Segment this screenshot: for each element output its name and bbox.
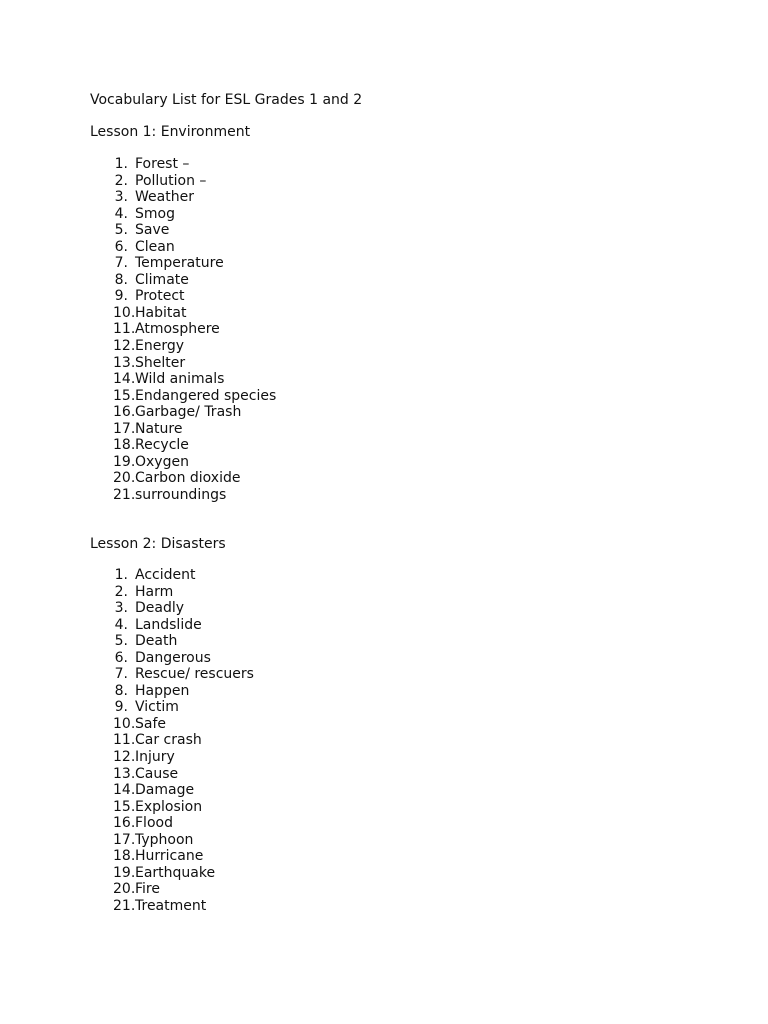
list-item-number: 13. bbox=[113, 765, 136, 782]
list-item-word: Rescue/ rescuers bbox=[135, 666, 254, 683]
list-item-number: 1. bbox=[114, 156, 128, 172]
list-item-word: surroundings bbox=[135, 486, 227, 503]
list-item-number: 16. bbox=[113, 815, 136, 832]
list-item-word: Smog bbox=[135, 205, 175, 222]
list-item-word: Oxygen bbox=[135, 453, 189, 470]
list-item-number: 7. bbox=[114, 255, 128, 272]
list-item-word: Death bbox=[135, 633, 178, 650]
list-item-word: Energy bbox=[135, 338, 185, 355]
list-item-word: Safe bbox=[135, 715, 167, 732]
list-item-word: Save bbox=[135, 222, 170, 239]
list-item-number: 11. bbox=[113, 321, 136, 338]
lesson-2-heading: Lesson 2: Disasters bbox=[90, 536, 226, 552]
list-item-word: Explosion bbox=[135, 798, 203, 815]
list-item-word: Typhoon bbox=[135, 831, 194, 848]
list-item-number: 12. bbox=[113, 338, 136, 355]
list-item-number: 5. bbox=[114, 222, 128, 239]
list-item-word: Deadly bbox=[135, 600, 185, 617]
lesson-1-heading: Lesson 1: Environment bbox=[90, 124, 251, 140]
list-item-number: 4. bbox=[114, 616, 128, 633]
list-item-word: Harm bbox=[135, 583, 174, 600]
list-item-number: 10. bbox=[113, 304, 136, 321]
list-item-number: 5. bbox=[114, 633, 128, 650]
list-item-number: 21. bbox=[113, 486, 136, 503]
list-item-word: Shelter bbox=[135, 354, 186, 371]
list-item-word: Clean bbox=[135, 238, 175, 255]
list-item-number: 14. bbox=[113, 782, 136, 799]
list-item-word: Car crash bbox=[135, 732, 202, 749]
list-item-word: Landslide bbox=[135, 616, 202, 633]
list-item-word: Atmosphere bbox=[135, 321, 220, 338]
list-item-number: 8. bbox=[114, 271, 128, 288]
list-item-number: 20. bbox=[113, 881, 136, 898]
list-item-word: Carbon dioxide bbox=[135, 470, 241, 487]
list-item-number: 1. bbox=[114, 567, 128, 583]
list-item-word: Accident bbox=[135, 567, 196, 583]
list-item-word: Cause bbox=[135, 765, 179, 782]
list-item-word: Dangerous bbox=[135, 649, 211, 666]
list-item-word: Flood bbox=[135, 815, 173, 832]
list-item-number: 17. bbox=[113, 420, 136, 437]
list-item-number: 18. bbox=[113, 848, 136, 865]
list-item-word: Treatment bbox=[135, 897, 207, 914]
list-item-number: 18. bbox=[113, 437, 136, 454]
list-item-word: Temperature bbox=[135, 255, 224, 272]
list-item-word: Protect bbox=[135, 288, 185, 305]
list-item-number: 21. bbox=[113, 897, 136, 914]
list-item-word: Wild animals bbox=[135, 371, 225, 388]
list-item-word: Nature bbox=[135, 420, 183, 437]
list-item-number: 12. bbox=[113, 749, 136, 766]
list-item-number: 4. bbox=[114, 205, 128, 222]
list-item-number: 14. bbox=[113, 371, 136, 388]
list-item-word: Recycle bbox=[135, 437, 189, 454]
list-item-word: Garbage/ Trash bbox=[135, 404, 242, 421]
list-item-number: 8. bbox=[114, 682, 128, 699]
list-item-number: 19. bbox=[113, 453, 136, 470]
list-item-number: 19. bbox=[113, 864, 136, 881]
list-item-number: 20. bbox=[113, 470, 136, 487]
list-item-number: 3. bbox=[114, 189, 128, 206]
list-item-number: 2. bbox=[114, 172, 128, 189]
document-title: Vocabulary List for ESL Grades 1 and 2 bbox=[90, 92, 363, 108]
list-item-word: Earthquake bbox=[135, 864, 216, 881]
list-item-word: Injury bbox=[135, 749, 175, 766]
list-item-word: Habitat bbox=[135, 304, 187, 321]
list-item-number: 3. bbox=[114, 600, 128, 617]
list-item-word: Fire bbox=[135, 881, 160, 898]
list-item-word: Endangered species bbox=[135, 387, 277, 404]
list-item-number: 11. bbox=[113, 732, 136, 749]
list-item-number: 16. bbox=[113, 404, 136, 421]
list-item-number: 7. bbox=[114, 666, 128, 683]
list-item-word: Pollution – bbox=[135, 172, 207, 189]
list-item-word: Victim bbox=[135, 699, 179, 716]
list-item-word: Weather bbox=[135, 189, 194, 206]
list-item-number: 17. bbox=[113, 831, 136, 848]
list-item-number: 6. bbox=[114, 238, 128, 255]
list-item-word: Hurricane bbox=[135, 848, 204, 865]
list-item-number: 9. bbox=[114, 699, 128, 716]
list-item-number: 13. bbox=[113, 354, 136, 371]
list-item-word: Happen bbox=[135, 682, 190, 699]
list-item-number: 10. bbox=[113, 715, 136, 732]
list-item-word: Damage bbox=[135, 782, 195, 799]
list-item-number: 15. bbox=[113, 387, 136, 404]
list-item-number: 15. bbox=[113, 798, 136, 815]
list-item-word: Forest – bbox=[135, 156, 190, 172]
list-item-word: Climate bbox=[135, 271, 189, 288]
list-item-number: 6. bbox=[114, 649, 128, 666]
list-item-number: 2. bbox=[114, 583, 128, 600]
list-item-number: 9. bbox=[114, 288, 128, 305]
